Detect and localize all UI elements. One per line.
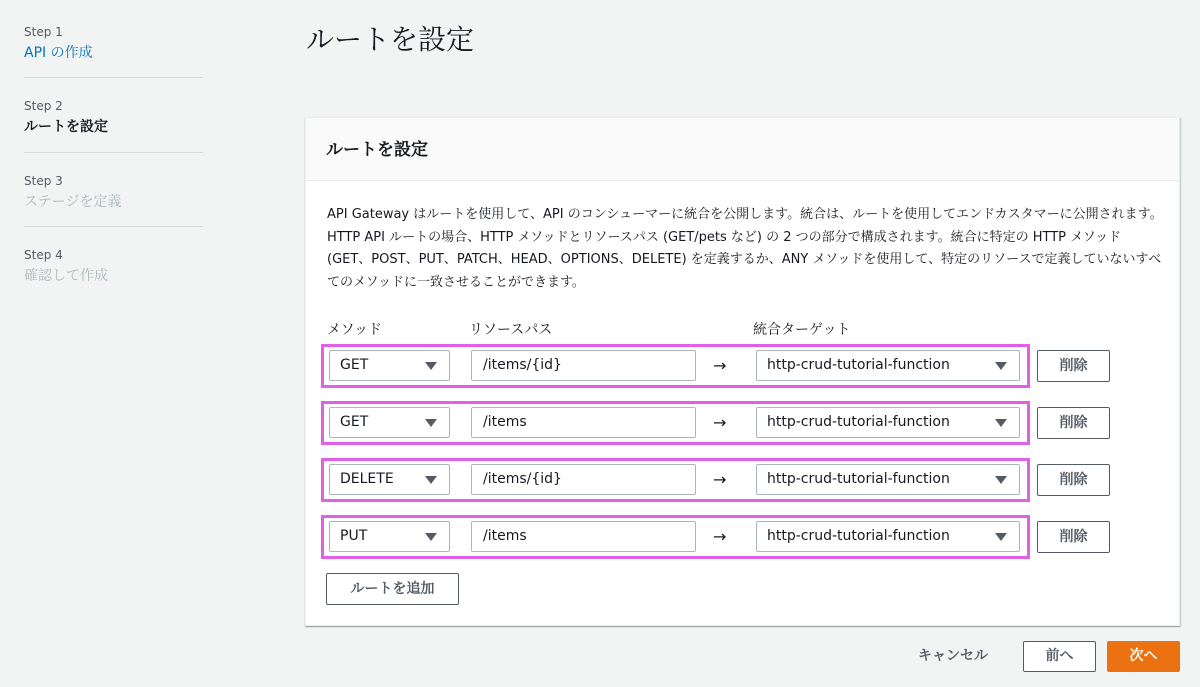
method-value: PUT	[340, 528, 368, 544]
caret-down-icon	[425, 419, 437, 427]
column-header-resource-path: リソースパス	[469, 322, 553, 338]
step-1-label[interactable]: API の作成	[24, 45, 93, 61]
caret-down-icon	[995, 533, 1007, 541]
step-4	[24, 247, 203, 286]
step-4-number: Step 4	[24, 248, 63, 262]
caret-down-icon	[995, 476, 1007, 484]
step-1-number: Step 1	[24, 25, 63, 39]
step-3-label: ステージを定義	[24, 194, 122, 210]
next-button[interactable]: 次へ	[1107, 641, 1180, 672]
route-row	[321, 458, 1030, 502]
method-select[interactable]	[329, 521, 450, 552]
method-value: GET	[340, 414, 369, 430]
route-row	[321, 344, 1030, 388]
panel-header	[306, 118, 1179, 181]
integration-target-value: http-crud-tutorial-function	[767, 471, 950, 487]
caret-down-icon	[995, 419, 1007, 427]
add-route-button[interactable]: ルートを追加	[326, 573, 459, 605]
integration-target-value: http-crud-tutorial-function	[767, 357, 950, 373]
step-4-label: 確認して作成	[24, 268, 108, 284]
resource-path-input[interactable]: /items	[471, 407, 696, 438]
resource-path-input[interactable]: /items	[471, 521, 696, 552]
cancel-button[interactable]: キャンセル	[918, 648, 988, 664]
page-title: ルートを設定	[306, 23, 475, 56]
method-value: GET	[340, 357, 369, 373]
caret-down-icon	[425, 533, 437, 541]
integration-target-value: http-crud-tutorial-function	[767, 528, 950, 544]
resource-path-input[interactable]: /items/{id}	[471, 350, 696, 381]
step-2	[24, 98, 203, 137]
caret-down-icon	[995, 362, 1007, 370]
integration-target-select[interactable]	[756, 521, 1020, 552]
panel-description: API Gateway はルートを使用して、API のコンシューマーに統合を公開します。統合は、ルートを使用してエンドカスタマーに公開されます。HTTP API ルートの場合、HTTP メソッドとリソースパス (GET/pets など) の 2 つの部分で構成されます。統合に特定の HTTP メソッド (GET、POST、PUT、PATCH、HEAD、OPTIONS、DELETE) を定義するか、ANY メソッドを使用して、特定のリソースで定義していないすべてのメソッドに一致させることができます。	[327, 207, 1163, 290]
column-header-method: メソッド	[327, 322, 382, 338]
caret-down-icon	[425, 362, 437, 370]
step-2-number: Step 2	[24, 99, 63, 113]
step-divider	[24, 77, 203, 78]
integration-target-value: http-crud-tutorial-function	[767, 414, 950, 430]
delete-route-button[interactable]: 削除	[1037, 350, 1110, 382]
integration-target-select[interactable]	[756, 407, 1020, 438]
route-row	[321, 401, 1030, 445]
step-divider	[24, 152, 203, 153]
right-arrow-icon: →	[713, 356, 727, 375]
configure-routes-panel	[305, 117, 1180, 626]
resource-path-input[interactable]: /items/{id}	[471, 464, 696, 495]
panel-title: ルートを設定	[326, 140, 428, 160]
delete-route-button[interactable]: 削除	[1037, 464, 1110, 496]
method-value: DELETE	[340, 471, 394, 487]
method-select[interactable]	[329, 350, 450, 381]
delete-route-button[interactable]: 削除	[1037, 521, 1110, 553]
step-3-number: Step 3	[24, 174, 63, 188]
method-select[interactable]	[329, 407, 450, 438]
step-3	[24, 173, 203, 212]
integration-target-select[interactable]	[756, 464, 1020, 495]
delete-route-button[interactable]: 削除	[1037, 407, 1110, 439]
previous-button[interactable]: 前へ	[1023, 641, 1096, 672]
right-arrow-icon: →	[713, 470, 727, 489]
column-header-integration-target: 統合ターゲット	[753, 322, 851, 338]
method-select[interactable]	[329, 464, 450, 495]
right-arrow-icon: →	[713, 527, 727, 546]
right-arrow-icon: →	[713, 413, 727, 432]
step-divider	[24, 226, 203, 227]
caret-down-icon	[425, 476, 437, 484]
step-2-label: ルートを設定	[24, 119, 108, 135]
step-1[interactable]	[24, 24, 203, 63]
integration-target-select[interactable]	[756, 350, 1020, 381]
route-row	[321, 515, 1030, 559]
